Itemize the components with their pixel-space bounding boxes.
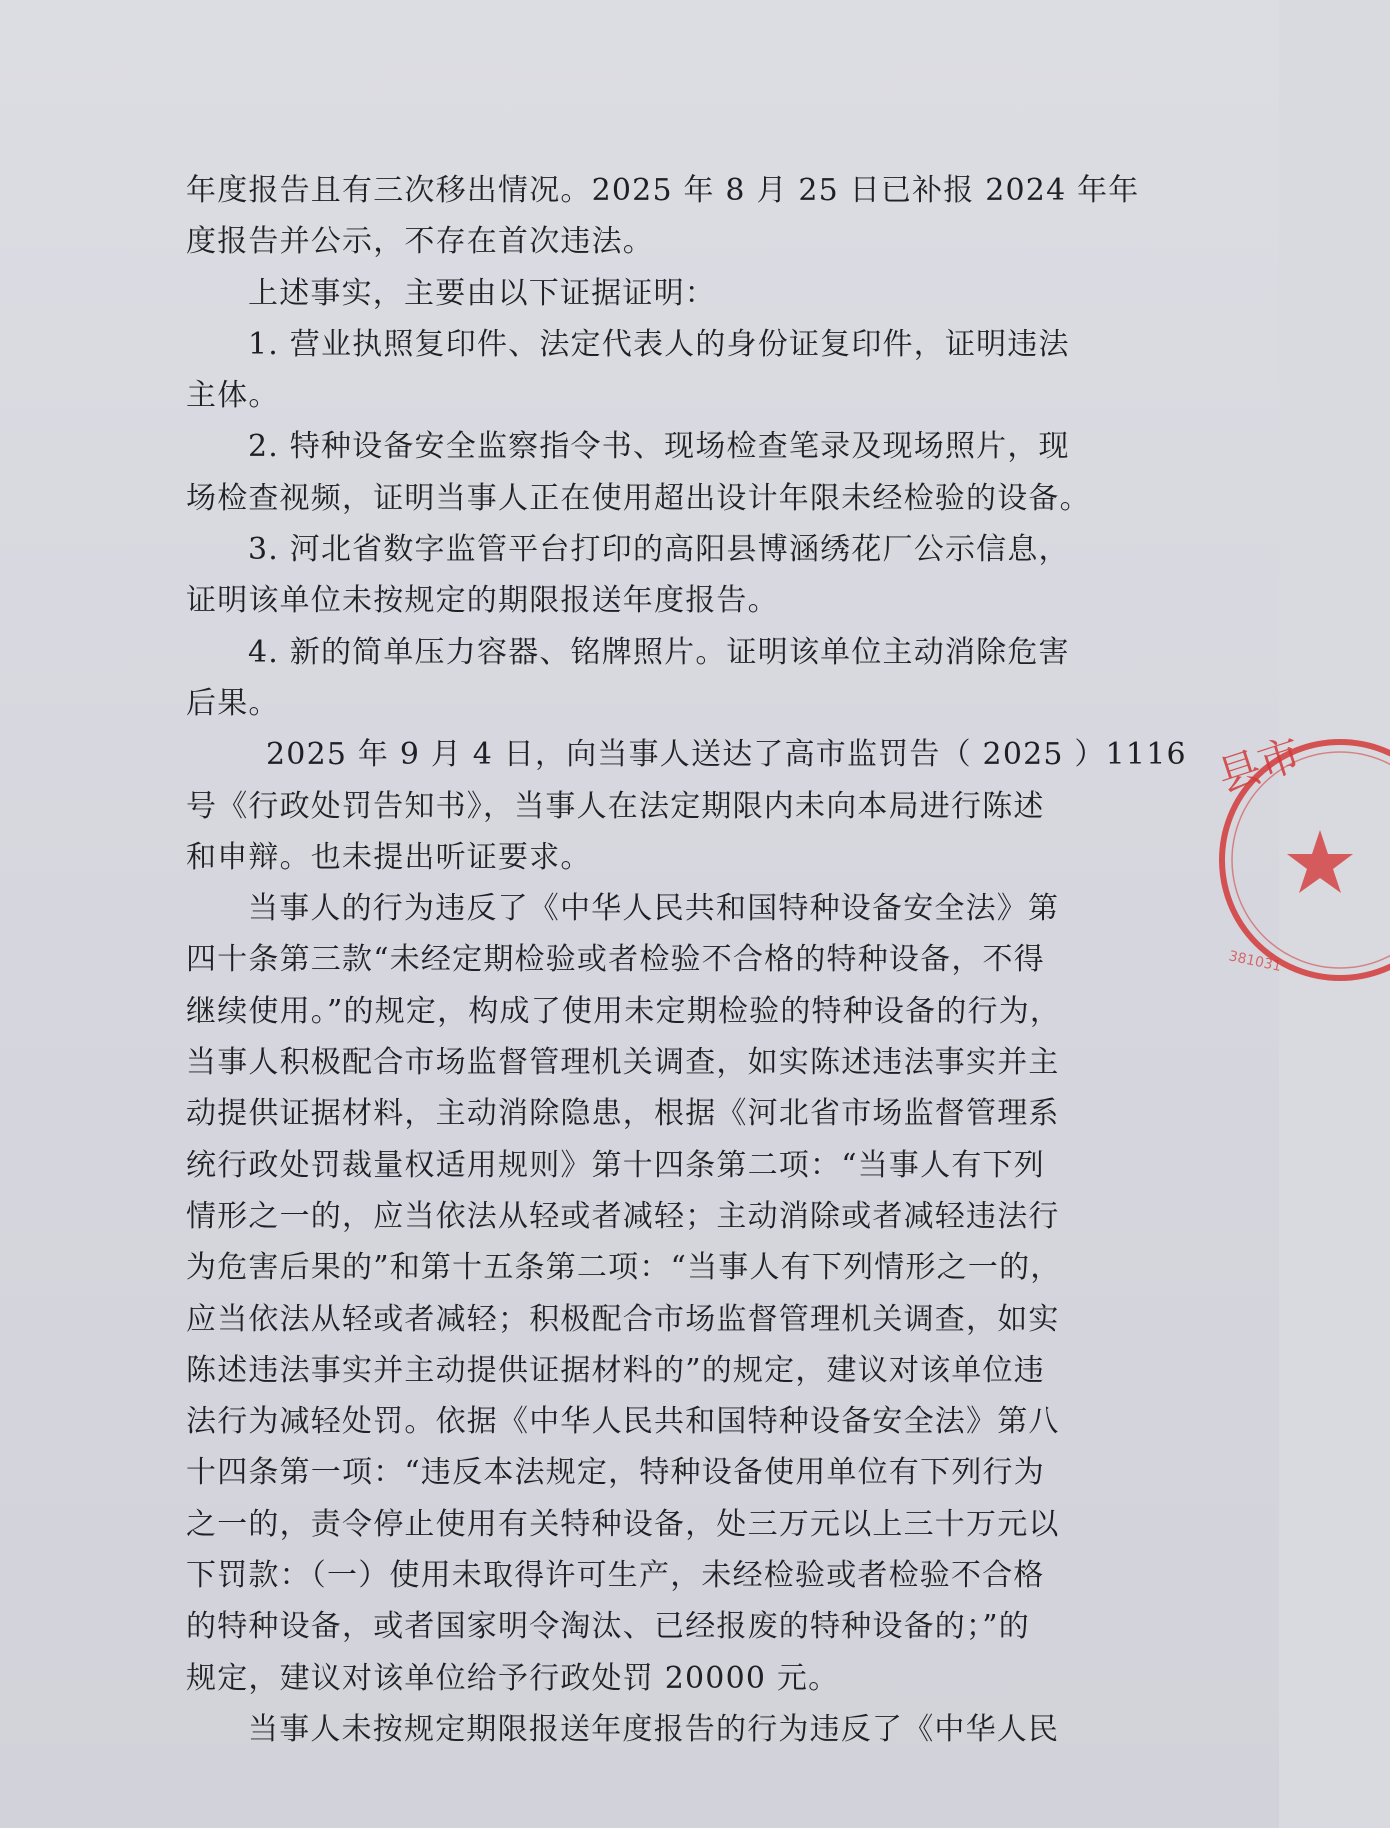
text-line: 十四条第一项：“违反本法规定，特种设备使用单位有下列行为: [186, 1455, 1045, 1491]
text-line: 当事人未按规定期限报送年度报告的行为违反了《中华人民: [248, 1711, 1060, 1747]
text-line: 四十条第三款“未经定期检验或者检验不合格的特种设备，不得: [186, 942, 1045, 978]
text-line: 统行政处罚裁量权适用规则》第十四条第二项：“当事人有下列: [186, 1147, 1045, 1183]
text-line: 和申辩。也未提出听证要求。: [186, 839, 592, 875]
text-line: 场检查视频，证明当事人正在使用超出设计年限未经检验的设备。: [186, 480, 1091, 516]
official-seal-stamp: [1210, 730, 1390, 990]
text-line: 主体。: [186, 378, 280, 414]
text-line: 法行为减轻处罚。依据《中华人民共和国特种设备安全法》第八: [186, 1404, 1060, 1440]
document-body: [186, 165, 1187, 1755]
text-line: 为危害后果的”和第十五条第二项：“当事人有下列情形之一的，: [186, 1250, 1062, 1286]
seal-star-icon: [1287, 830, 1353, 893]
seal-number: 381031: [1227, 948, 1283, 976]
text-line: 规定，建议对该单位给予行政处罚 20000 元。: [186, 1660, 840, 1696]
text-line: 证明该单位未按规定的期限报送年度报告。: [186, 583, 779, 619]
text-line: 2. 特种设备安全监察指令书、现场检查笔录及现场照片，现: [248, 429, 1070, 465]
text-line: 号《行政处罚告知书》，当事人在法定期限内未向本局进行陈述: [186, 788, 1045, 824]
text-line: 上述事实，主要由以下证据证明：: [248, 275, 716, 311]
text-line: 1. 营业执照复印件、法定代表人的身份证复印件，证明违法: [248, 326, 1070, 362]
text-line: 应当依法从轻或者减轻；积极配合市场监督管理机关调查，如实: [186, 1301, 1060, 1337]
text-line: 下罚款：（一）使用未取得许可生产，未经检验或者检验不合格: [186, 1558, 1045, 1594]
text-line: 2025 年 9 月 4 日，向当事人送达了高市监罚告（ 2025 ）1116: [266, 737, 1187, 773]
seal-text: 县市: [1211, 728, 1307, 802]
text-line: 度报告并公示，不存在首次违法。: [186, 224, 654, 260]
text-line: 之一的，责令停止使用有关特种设备，处三万元以上三十万元以: [186, 1506, 1060, 1542]
text-line: 当事人积极配合市场监督管理机关调查，如实陈述违法事实并主: [186, 1045, 1060, 1081]
text-line: 情形之一的，应当依法从轻或者减轻；主动消除或者减轻违法行: [186, 1198, 1060, 1234]
text-line: 后果。: [186, 685, 280, 721]
text-line: 动提供证据材料，主动消除隐患，根据《河北省市场监督管理系: [186, 1096, 1060, 1132]
text-line: 3. 河北省数字监管平台打印的高阳县博涵绣花厂公示信息，: [248, 532, 1070, 568]
text-line: 继续使用。”的规定，构成了使用未定期检验的特种设备的行为，: [186, 993, 1062, 1029]
text-line: 4. 新的简单压力容器、铭牌照片。证明该单位主动消除危害: [248, 634, 1070, 670]
text-line: 陈述违法事实并主动提供证据材料的”的规定，建议对该单位违: [186, 1352, 1045, 1388]
text-line: 年度报告且有三次移出情况。2025 年 8 月 25 日已补报 2024 年年: [186, 173, 1140, 208]
text-line: 当事人的行为违反了《中华人民共和国特种设备安全法》第: [248, 891, 1060, 927]
text-line: 的特种设备，或者国家明令淘汰、已经报废的特种设备的；”的: [186, 1609, 1030, 1645]
